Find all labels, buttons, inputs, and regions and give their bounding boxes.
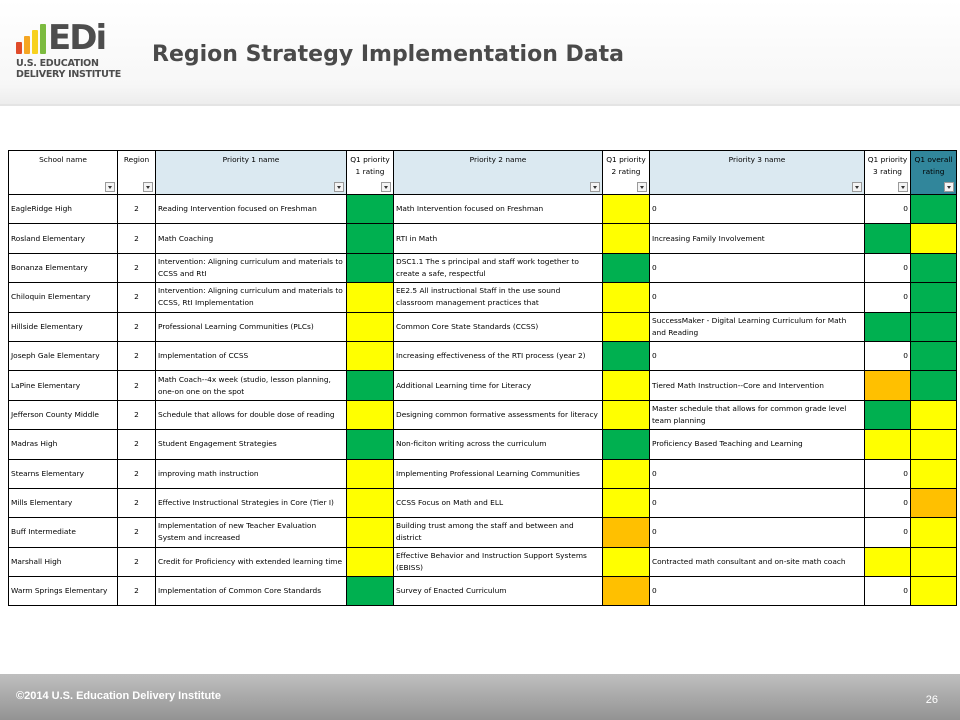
column-header xyxy=(603,151,650,195)
priority-2-rating-cell xyxy=(603,518,650,547)
priority-3-name-cell: 0 xyxy=(650,341,865,370)
overall-rating-cell xyxy=(911,371,957,400)
priority-3-name-cell: 0 xyxy=(650,577,865,606)
priority-2-name-cell: RTI in Math xyxy=(394,224,603,253)
header-divider xyxy=(0,104,960,106)
priority-1-name-cell: Schedule that allows for double dose of reading xyxy=(156,400,347,429)
priority-3-rating-cell: 0 xyxy=(865,253,911,282)
column-header-label: Priority 3 name xyxy=(728,155,786,164)
slide-header xyxy=(0,0,960,106)
priority-3-rating-cell xyxy=(865,547,911,576)
logo-bar-4 xyxy=(40,24,46,54)
school-name-cell: Bonanza Elementary xyxy=(9,253,118,282)
table-row xyxy=(9,341,957,370)
school-name-cell: Hillside Elementary xyxy=(9,312,118,341)
priority-3-name-cell: 0 xyxy=(650,518,865,547)
priority-1-name-cell: Student Engagement Strategies xyxy=(156,430,347,459)
overall-rating-cell xyxy=(911,253,957,282)
region-cell: 2 xyxy=(118,547,156,576)
logo-subline-2: DELIVERY INSTITUTE xyxy=(16,69,121,80)
table-row xyxy=(9,283,957,312)
priority-1-rating-cell xyxy=(347,518,394,547)
priority-1-rating-cell xyxy=(347,253,394,282)
priority-2-rating-cell xyxy=(603,195,650,224)
overall-rating-cell xyxy=(911,459,957,488)
priority-1-name-cell: Effective Instructional Strategies in Core (Tier I) xyxy=(156,488,347,517)
region-cell: 2 xyxy=(118,341,156,370)
table-row xyxy=(9,430,957,459)
table-row xyxy=(9,224,957,253)
column-header xyxy=(156,151,347,195)
priority-2-name-cell: Survey of Enacted Curriculum xyxy=(394,577,603,606)
priority-2-rating-cell xyxy=(603,341,650,370)
priority-2-name-cell: Effective Behavior and Instruction Support Systems (EBISS) xyxy=(394,547,603,576)
priority-2-name-cell: Increasing effectiveness of the RTI process (year 2) xyxy=(394,341,603,370)
priority-3-rating-cell: 0 xyxy=(865,459,911,488)
priority-3-rating-cell: 0 xyxy=(865,488,911,517)
priority-1-name-cell: Implementation of new Teacher Evaluation System and increased xyxy=(156,518,347,547)
priority-3-name-cell: SuccessMaker - Digital Learning Curriculum for Math and Reading xyxy=(650,312,865,341)
school-name-cell: Chiloquin Elementary xyxy=(9,283,118,312)
filter-dropdown-icon[interactable] xyxy=(898,182,908,192)
priority-1-rating-cell xyxy=(347,488,394,517)
priority-2-rating-cell xyxy=(603,283,650,312)
column-header-label: Q1 overall rating xyxy=(914,155,953,176)
priority-3-name-cell: 0 xyxy=(650,459,865,488)
overall-rating-cell xyxy=(911,518,957,547)
filter-dropdown-icon[interactable] xyxy=(637,182,647,192)
table-row xyxy=(9,195,957,224)
region-cell: 2 xyxy=(118,371,156,400)
school-name-cell: Marshall High xyxy=(9,547,118,576)
region-cell: 2 xyxy=(118,577,156,606)
school-name-cell: Jefferson County Middle xyxy=(9,400,118,429)
region-cell: 2 xyxy=(118,253,156,282)
logo-bar-2 xyxy=(24,36,30,54)
page-number: 26 xyxy=(925,694,938,706)
priority-3-rating-cell: 0 xyxy=(865,283,911,312)
region-cell: 2 xyxy=(118,459,156,488)
table-row xyxy=(9,547,957,576)
priority-3-rating-cell: 0 xyxy=(865,518,911,547)
region-cell: 2 xyxy=(118,312,156,341)
school-name-cell: LaPine Elementary xyxy=(9,371,118,400)
priority-1-rating-cell xyxy=(347,547,394,576)
filter-dropdown-icon[interactable] xyxy=(590,182,600,192)
priority-2-name-cell: DSC1.1 The s principal and staff work together to create a safe, respectful xyxy=(394,253,603,282)
overall-rating-cell xyxy=(911,430,957,459)
logo-wordmark: EDi xyxy=(48,18,106,58)
priority-2-name-cell: Common Core State Standards (CCSS) xyxy=(394,312,603,341)
priority-1-rating-cell xyxy=(347,577,394,606)
table-row xyxy=(9,577,957,606)
priority-3-rating-cell xyxy=(865,224,911,253)
priority-2-name-cell: Implementing Professional Learning Communities xyxy=(394,459,603,488)
priority-1-rating-cell xyxy=(347,312,394,341)
column-header xyxy=(347,151,394,195)
school-name-cell: Stearns Elementary xyxy=(9,459,118,488)
priority-2-name-cell: EE2.5 All instructional Staff in the use sound classroom management practices that xyxy=(394,283,603,312)
priority-2-rating-cell xyxy=(603,400,650,429)
table-row xyxy=(9,459,957,488)
priority-1-name-cell: Intervention: Aligning curriculum and materials to CCSS and RtI xyxy=(156,253,347,282)
column-header xyxy=(394,151,603,195)
filter-dropdown-icon[interactable] xyxy=(143,182,153,192)
region-cell: 2 xyxy=(118,518,156,547)
column-header-label: Priority 2 name xyxy=(469,155,527,164)
column-header-label: Q1 priority 1 rating xyxy=(350,155,390,176)
priority-2-name-cell: Building trust among the staff and between and district xyxy=(394,518,603,547)
priority-1-rating-cell xyxy=(347,224,394,253)
logo-bar-3 xyxy=(32,30,38,54)
priority-3-name-cell: 0 xyxy=(650,283,865,312)
priority-3-rating-cell xyxy=(865,371,911,400)
overall-rating-cell xyxy=(911,547,957,576)
priority-1-name-cell: Implementation of CCSS xyxy=(156,341,347,370)
slide-footer xyxy=(0,674,960,720)
column-header-label: Q1 priority 2 rating xyxy=(606,155,646,176)
edi-logo xyxy=(14,18,121,84)
table-row xyxy=(9,488,957,517)
column-header-label: Region xyxy=(123,155,150,164)
priority-1-rating-cell xyxy=(347,195,394,224)
priority-2-rating-cell xyxy=(603,371,650,400)
column-header-label: Priority 1 name xyxy=(222,155,280,164)
priority-3-name-cell: 0 xyxy=(650,253,865,282)
priority-3-rating-cell: 0 xyxy=(865,577,911,606)
region-cell: 2 xyxy=(118,195,156,224)
priority-1-name-cell: Math Coaching xyxy=(156,224,347,253)
priority-2-name-cell: Additional Learning time for Literacy xyxy=(394,371,603,400)
column-header xyxy=(865,151,911,195)
copyright-text: ©2014 U.S. Education Delivery Institute xyxy=(16,690,221,702)
priority-1-name-cell: Intervention: Aligning curriculum and materials to CCSS, RtI Implementation xyxy=(156,283,347,312)
priority-1-name-cell: Reading Intervention focused on Freshman xyxy=(156,195,347,224)
strategy-table xyxy=(8,150,957,606)
region-cell: 2 xyxy=(118,488,156,517)
priority-1-rating-cell xyxy=(347,283,394,312)
overall-rating-cell xyxy=(911,283,957,312)
overall-rating-cell xyxy=(911,195,957,224)
priority-2-rating-cell xyxy=(603,577,650,606)
overall-rating-cell xyxy=(911,400,957,429)
priority-3-name-cell: 0 xyxy=(650,488,865,517)
priority-1-name-cell: Professional Learning Communities (PLCs) xyxy=(156,312,347,341)
school-name-cell: Buff Intermediate xyxy=(9,518,118,547)
priority-3-rating-cell: 0 xyxy=(865,195,911,224)
logo-subline-1: U.S. EDUCATION xyxy=(16,58,99,69)
priority-3-name-cell: Increasing Family Involvement xyxy=(650,224,865,253)
table-row xyxy=(9,371,957,400)
column-header xyxy=(650,151,865,195)
priority-1-name-cell: Credit for Proficiency with extended learning time xyxy=(156,547,347,576)
priority-1-rating-cell xyxy=(347,459,394,488)
priority-2-rating-cell xyxy=(603,488,650,517)
school-name-cell: EagleRidge High xyxy=(9,195,118,224)
logo-bar-1 xyxy=(16,42,22,54)
priority-2-name-cell: Math Intervention focused on Freshman xyxy=(394,195,603,224)
priority-2-rating-cell xyxy=(603,253,650,282)
priority-1-rating-cell xyxy=(347,400,394,429)
school-name-cell: Rosland Elementary xyxy=(9,224,118,253)
priority-1-name-cell: Implementation of Common Core Standards xyxy=(156,577,347,606)
priority-2-rating-cell xyxy=(603,459,650,488)
priority-1-rating-cell xyxy=(347,371,394,400)
priority-2-rating-cell xyxy=(603,430,650,459)
priority-2-rating-cell xyxy=(603,224,650,253)
priority-1-rating-cell xyxy=(347,341,394,370)
table-row xyxy=(9,312,957,341)
filter-dropdown-icon[interactable] xyxy=(381,182,391,192)
region-cell: 2 xyxy=(118,400,156,429)
column-header-label: School name xyxy=(39,155,87,164)
column-header xyxy=(911,151,957,195)
priority-3-rating-cell xyxy=(865,400,911,429)
priority-3-name-cell: Contracted math consultant and on-site math coach xyxy=(650,547,865,576)
overall-rating-cell xyxy=(911,312,957,341)
region-cell: 2 xyxy=(118,224,156,253)
overall-rating-cell xyxy=(911,488,957,517)
priority-2-rating-cell xyxy=(603,547,650,576)
overall-rating-cell xyxy=(911,577,957,606)
priority-2-name-cell: Designing common formative assessments for literacy xyxy=(394,400,603,429)
overall-rating-cell xyxy=(911,341,957,370)
table-row xyxy=(9,253,957,282)
school-name-cell: Madras High xyxy=(9,430,118,459)
table-header-row xyxy=(9,151,957,195)
school-name-cell: Mills Elementary xyxy=(9,488,118,517)
priority-3-rating-cell xyxy=(865,312,911,341)
priority-1-rating-cell xyxy=(347,430,394,459)
table-row xyxy=(9,400,957,429)
filter-dropdown-icon[interactable] xyxy=(944,182,954,192)
priority-2-name-cell: CCSS Focus on Math and ELL xyxy=(394,488,603,517)
priority-3-name-cell: Proficiency Based Teaching and Learning xyxy=(650,430,865,459)
filter-dropdown-icon[interactable] xyxy=(105,182,115,192)
priority-3-name-cell: Tiered Math Instruction--Core and Intervention xyxy=(650,371,865,400)
priority-3-rating-cell: 0 xyxy=(865,341,911,370)
column-header xyxy=(118,151,156,195)
region-cell: 2 xyxy=(118,283,156,312)
priority-3-name-cell: 0 xyxy=(650,195,865,224)
priority-1-name-cell: Math Coach--4x week (studio, lesson planning, one-on one on the spot xyxy=(156,371,347,400)
region-cell: 2 xyxy=(118,430,156,459)
column-header xyxy=(9,151,118,195)
filter-dropdown-icon[interactable] xyxy=(852,182,862,192)
page-title: Region Strategy Implementation Data xyxy=(152,42,624,67)
filter-dropdown-icon[interactable] xyxy=(334,182,344,192)
column-header-label: Q1 priority 3 rating xyxy=(867,155,908,176)
priority-2-rating-cell xyxy=(603,312,650,341)
table-row xyxy=(9,518,957,547)
school-name-cell: Warm Springs Elementary xyxy=(9,577,118,606)
overall-rating-cell xyxy=(911,224,957,253)
priority-3-name-cell: Master schedule that allows for common grade level team planning xyxy=(650,400,865,429)
priority-1-name-cell: improving math instruction xyxy=(156,459,347,488)
priority-3-rating-cell xyxy=(865,430,911,459)
school-name-cell: Joseph Gale Elementary xyxy=(9,341,118,370)
priority-2-name-cell: Non-ficiton writing across the curriculum xyxy=(394,430,603,459)
